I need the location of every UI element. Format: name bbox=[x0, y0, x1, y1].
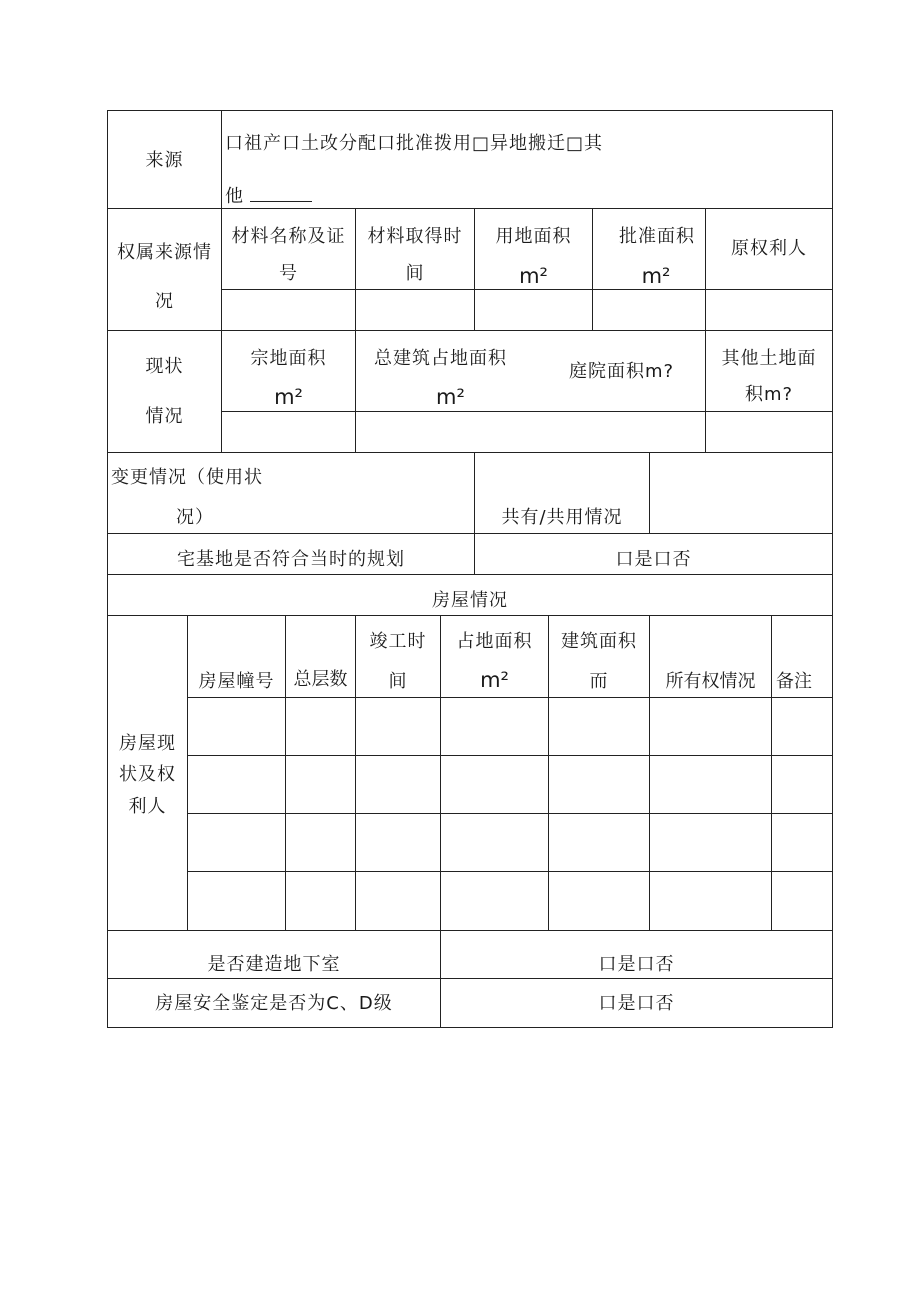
table-border-top bbox=[107, 110, 833, 111]
building-footprint-unit: m² bbox=[436, 385, 465, 409]
other-land-area-unit: 积m? bbox=[744, 384, 794, 405]
land-use-area-unit: m² bbox=[519, 264, 548, 288]
col-divider bbox=[221, 110, 222, 331]
completion-date-header: 竣工时 bbox=[369, 631, 427, 652]
status-label-line2: 情况 bbox=[145, 406, 184, 427]
row-divider bbox=[187, 813, 833, 814]
row-divider bbox=[107, 574, 833, 575]
row-divider bbox=[107, 208, 833, 209]
planning-compliance-label: 宅基地是否符合当时的规划 bbox=[177, 549, 405, 570]
yard-area-label: 庭院面积m? bbox=[569, 361, 675, 382]
col-divider bbox=[355, 330, 356, 453]
building-number-header: 房屋幢号 bbox=[198, 671, 275, 692]
row-divider bbox=[187, 697, 833, 698]
housing-side-label-3: 利人 bbox=[128, 796, 167, 817]
lot-area-header: 宗地面积 bbox=[250, 348, 327, 369]
basement-label: 是否建造地下室 bbox=[207, 954, 341, 975]
row-divider bbox=[107, 930, 833, 931]
row-divider bbox=[187, 755, 833, 756]
building-footprint-header: 总建筑占地面积 bbox=[374, 348, 507, 369]
remarks-header: 备注 bbox=[776, 671, 812, 692]
footprint-area-unit: m² bbox=[480, 668, 509, 692]
row-divider bbox=[107, 615, 833, 616]
row-divider bbox=[187, 871, 833, 872]
housing-side-label-2: 状及权 bbox=[119, 764, 176, 785]
safety-rating-label: 房屋安全鉴定是否为C、D级 bbox=[155, 993, 393, 1014]
col-divider bbox=[285, 615, 286, 931]
status-label-line1: 现状 bbox=[145, 356, 184, 377]
col-divider bbox=[440, 615, 441, 931]
safety-rating-options[interactable]: 口是口否 bbox=[598, 993, 675, 1014]
shared-use-label: 共有/共用情况 bbox=[501, 507, 623, 528]
ownership-label-line1: 权属来源情 bbox=[117, 242, 212, 263]
source-options-line2 bbox=[225, 186, 312, 208]
original-owner-header: 原权利人 bbox=[731, 238, 807, 259]
source-other-blank[interactable] bbox=[250, 187, 312, 202]
ownership-label-line2: 况 bbox=[155, 291, 174, 312]
source-options-line1: 口祖产口土改分配口批准拨用□异地搬迁□其 bbox=[225, 133, 604, 154]
material-name-header-2: 号 bbox=[279, 263, 298, 284]
material-name-header: 材料名称及证 bbox=[231, 226, 346, 247]
row-divider bbox=[107, 533, 833, 534]
floor-area-header: 建筑面积 bbox=[561, 631, 637, 652]
lot-area-unit: m² bbox=[274, 385, 303, 409]
col-divider bbox=[771, 615, 772, 931]
col-divider bbox=[355, 615, 356, 931]
row-divider bbox=[107, 330, 833, 331]
planning-compliance-options[interactable]: 口是口否 bbox=[615, 549, 692, 570]
housing-section-title: 房屋情况 bbox=[432, 590, 508, 611]
basement-options[interactable]: 口是口否 bbox=[598, 954, 675, 975]
col-divider bbox=[548, 615, 549, 931]
col-divider bbox=[649, 452, 650, 534]
approved-area-header: 批准面积 bbox=[619, 226, 695, 247]
change-label-line2: 况） bbox=[176, 507, 214, 528]
source-label: 来源 bbox=[145, 150, 184, 171]
row-divider bbox=[221, 289, 833, 290]
row-divider bbox=[107, 452, 833, 453]
total-floors-header: 总层数 bbox=[293, 669, 348, 690]
col-divider bbox=[187, 615, 188, 931]
housing-side-label-1: 房屋现 bbox=[119, 733, 176, 754]
change-label-line1: 变更情况（使用状 bbox=[111, 467, 263, 488]
land-use-area-header: 用地面积 bbox=[495, 226, 572, 247]
ownership-status-header: 所有权情况 bbox=[665, 671, 756, 692]
table-border-right bbox=[832, 110, 833, 1028]
table-border-bottom bbox=[107, 1027, 833, 1028]
approved-area-unit: m² bbox=[641, 264, 671, 288]
floor-area-unit: 而 bbox=[589, 671, 609, 692]
source-other-label: 他 bbox=[225, 186, 244, 207]
footprint-area-header: 占地面积 bbox=[456, 631, 533, 652]
row-divider bbox=[107, 978, 833, 979]
row-divider bbox=[221, 411, 833, 412]
col-divider bbox=[649, 615, 650, 931]
material-date-header: 材料取得时 bbox=[367, 226, 463, 247]
other-land-area-header: 其他土地面 bbox=[721, 348, 817, 369]
completion-date-header-2: 间 bbox=[388, 671, 408, 692]
material-date-header-2: 间 bbox=[405, 263, 425, 284]
